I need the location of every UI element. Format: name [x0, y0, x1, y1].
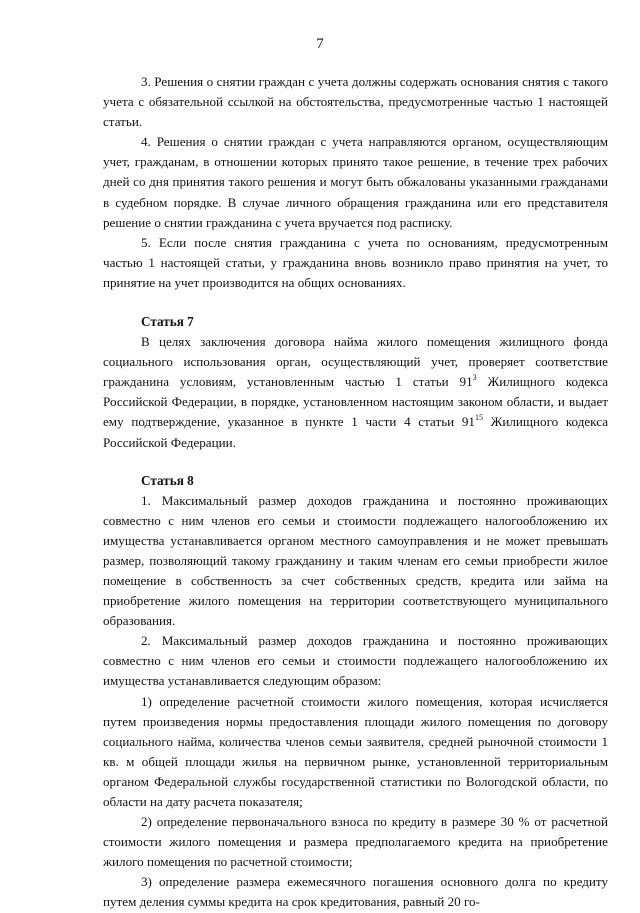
superscript: 15 — [474, 413, 483, 423]
article-7-paragraph: В целях заключения договора найма жилого помещения жилищного фонда социального использования орган, осуществляющий учет, проверяет соответствие гражданина условиям, установленным частью 1 статьи $91^3$ Жилищного кодекса Российской Федерации, в порядке, установленном настоящим законом области, и выдает ему подтверждение, указанное в пункте 1 части 4 статьи $91^{15}$ Жилищного кодекса Российской Федерации. — [103, 334, 609, 450]
paragraph: 1. Максимальный размер доходов гражданина и постоянно проживающих совместно с ним членов его семьи и стоимости подлежащего налогообложению их имущества устанавливается органом местного самоуправления и не может превышать размер, позволяющий такому гражданину и таким членам его семьи приобрести жилое помещение в собственность за счет собственных средств, кредита или займа на приобретение жилого помещения на территории соответствующего муниципального образования. — [103, 492, 608, 629]
list-item: 3) определение размера ежемесячного погашения основного долга по кредиту путем деления суммы кредита на срок кредитования, равный 20 го- — [103, 874, 608, 910]
list-item: 1) определение расчетной стоимости жилого помещения, которая исчисляется путем произведения нормы предоставления площади жилого помещения по договору социального найма, количества членов семьи заявителя, средней рыночной стоимости 1 кв. м общей площади жилья на первичном рынке, установленной территориальным органом Федеральной службы государственной статистики по Вологодской области, по области на дату расчета показателя; — [103, 693, 608, 809]
paragraph: 3. Решения о снятии граждан с учета должны содержать основания снятия с такого учета с обязательной ссылкой на обстоятельства, предусмотренные частью 1 настоящей статьи. — [103, 74, 608, 130]
paragraph: 2. Максимальный размер доходов гражданина и постоянно проживающих совместно с ним членов его семьи и стоимости подлежащего налогообложению их имущества устанавливается следующим образом: — [103, 633, 608, 689]
superscript: 3 — [472, 372, 477, 382]
article-8-heading: Статья 8 — [141, 472, 194, 488]
document-body — [103, 72, 608, 913]
paragraph: 4. Решения о снятии граждан с учета направляются органом, осуществляющим учет, гражданам, в отношении которых принято такое решение, в течение трех рабочих дней со дня принятия такого решения и могут быть обжалованы указанными гражданами в судебном порядке. В случае личного обращения гражданина или его представителя решение о снятии гражданина с учета вручается под расписку. — [103, 134, 608, 230]
article-7-heading: Статья 7 — [141, 314, 194, 330]
list-item: 2) определение первоначального взноса по кредиту в размере 30 % от расчетной стоимости жилого помещения и размера предполагаемого кредита на приобретение жилого помещения по расчетной стоимости; — [103, 814, 608, 870]
paragraph: 5. Если после снятия гражданина с учета по основаниям, предусмотренным частью 1 настоящей статьи, у гражданина вновь возникло право принятия на учет, то принятие на учет производится на общих основаниях. — [103, 234, 608, 290]
page-number: 7 — [316, 36, 324, 52]
